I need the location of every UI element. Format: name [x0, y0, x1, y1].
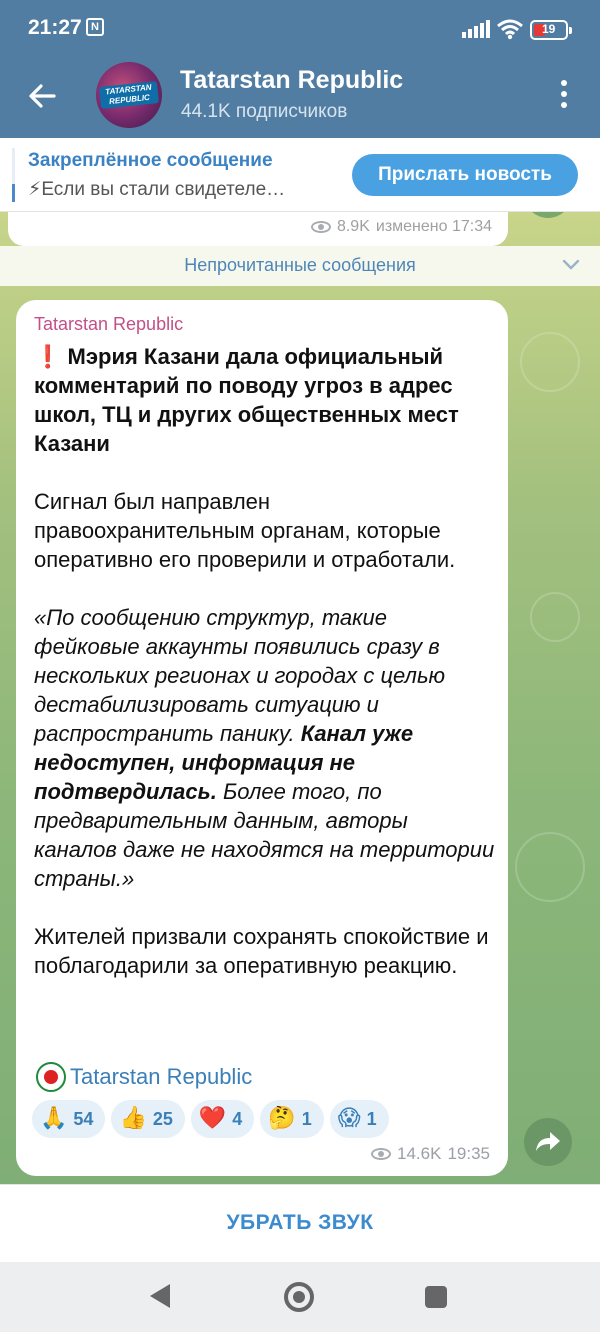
message-quote: «По сообщению структур, такие фейковые аккаунты появились сразу в нескольких регионах и городах с целью дестабилизировать ситуацию и распространить панику. Канал уже недоступен, информация не подтвердилась. Более того, по предварительным данным, авторы каналов даже не находятся на территории страны.»: [34, 605, 495, 891]
reaction-thinking[interactable]: 🤔 1: [260, 1100, 323, 1138]
previous-views: 8.9K: [336, 218, 370, 235]
reaction-heart[interactable]: ❤️ 4: [191, 1100, 254, 1138]
pray-icon: 🙏: [40, 1106, 68, 1131]
pinned-title: Закреплённое сообщение: [28, 150, 273, 171]
reaction-thumbs-up[interactable]: 👍 25: [111, 1100, 184, 1138]
mute-button[interactable]: УБРАТЬ ЗВУК: [226, 1211, 374, 1234]
mute-bar[interactable]: [0, 1184, 600, 1262]
message-paragraph: Сигнал был направлен правоохранительным органам, которые оперативно его проверили и отработали.: [34, 489, 456, 572]
subscriber-count: 44.1K подписчиков: [181, 101, 348, 122]
nav-back-icon[interactable]: [150, 1284, 170, 1308]
battery-level: 19: [542, 22, 556, 36]
previous-share-button[interactable]: [524, 212, 572, 218]
send-news-button[interactable]: Прислать новость: [352, 154, 578, 196]
thumbs-up-icon: 👍: [119, 1106, 147, 1131]
message-time: 19:35: [447, 1144, 490, 1163]
pinned-preview: ⚡Если вы стали свидетеле…: [28, 179, 286, 200]
share-button[interactable]: [524, 1118, 572, 1166]
message-bubble[interactable]: [16, 300, 508, 1176]
previous-message-bubble[interactable]: [8, 212, 508, 246]
message-author[interactable]: Tatarstan Republic: [34, 314, 184, 334]
share-arrow-icon: [534, 1130, 562, 1154]
channel-title[interactable]: Tatarstan Republic: [180, 66, 404, 94]
more-menu-icon[interactable]: [554, 80, 574, 114]
views-icon: [371, 1148, 391, 1160]
reactions-row: [32, 1100, 389, 1138]
status-bar: [0, 0, 600, 56]
previous-edited: изменено 17:34: [375, 218, 492, 235]
pinned-message-bar[interactable]: [0, 138, 600, 212]
scream-icon: 😱: [337, 1106, 361, 1131]
reaction-scream[interactable]: 😱 1: [330, 1100, 389, 1138]
message-headline: ❗ Мэрия Казани дала официальный комментарий по поводу угроз в адрес школ, ТЦ и других общественных мест Казани: [34, 344, 459, 456]
unread-divider: [0, 246, 600, 286]
thinking-icon: 🤔: [268, 1106, 296, 1131]
reaction-pray[interactable]: 🙏 54: [32, 1100, 105, 1138]
nfc-icon: N: [86, 18, 104, 36]
avatar-logo: TATARSTAN REPUBLIC: [99, 81, 159, 109]
channel-avatar[interactable]: [96, 62, 162, 128]
signal-icon: [462, 20, 490, 38]
unread-divider-label: Непрочитанные сообщения: [184, 255, 416, 275]
previous-message-meta: [311, 218, 492, 236]
message-paragraph: Жителей призвали сохранять спокойствие и поблагодарили за оперативную реакцию.: [34, 924, 489, 978]
tatarstan-emblem-icon: [36, 1062, 66, 1092]
message-meta: [371, 1144, 490, 1164]
wifi-icon: [497, 18, 523, 40]
message-views: 14.6K: [397, 1144, 442, 1163]
chevron-down-icon[interactable]: [562, 258, 580, 272]
chat-area[interactable]: [0, 212, 600, 1184]
heart-icon: ❤️: [198, 1106, 227, 1131]
views-icon: [311, 221, 331, 233]
wallpaper-doodle: [520, 332, 580, 392]
exclamation-icon: ❗: [34, 344, 62, 369]
wallpaper-doodle: [515, 832, 585, 902]
message-text: [34, 342, 496, 1009]
system-nav-bar: [0, 1262, 600, 1332]
pinned-indicator: [12, 148, 15, 202]
channel-link[interactable]: [36, 1062, 252, 1092]
wallpaper-doodle: [530, 592, 580, 642]
chat-header: [0, 56, 600, 138]
nav-recents-icon[interactable]: [425, 1286, 447, 1308]
battery-icon: [530, 20, 568, 40]
nav-home-icon[interactable]: [284, 1282, 314, 1312]
status-time: 21:27: [28, 16, 82, 39]
channel-link-label[interactable]: Tatarstan Republic: [70, 1064, 253, 1089]
back-arrow-icon[interactable]: [26, 80, 58, 112]
